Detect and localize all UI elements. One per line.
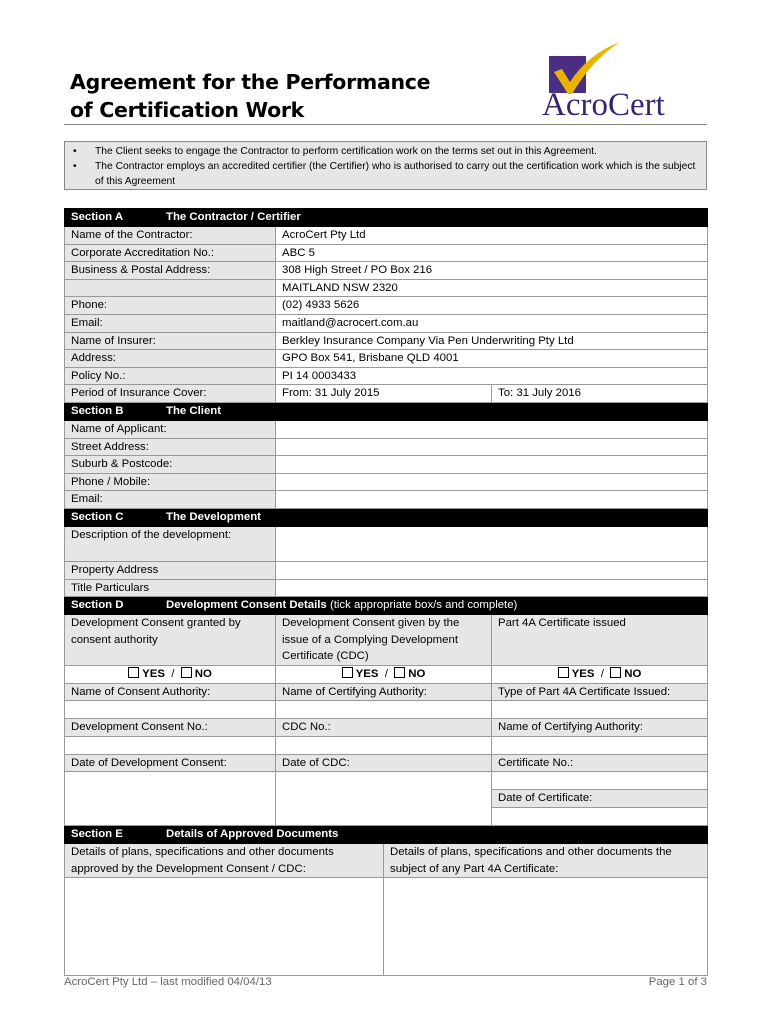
consent-date-field[interactable] — [65, 772, 276, 826]
part4a-authority-field[interactable] — [492, 736, 708, 754]
no-label: NO — [194, 668, 212, 681]
footer-page-number: Page 1 of 3 — [648, 976, 707, 988]
section-e-code: Section E — [71, 828, 123, 841]
part4a-yes-no — [492, 666, 708, 684]
client-email-field[interactable] — [276, 491, 708, 509]
section-b-code: Section B — [71, 404, 124, 417]
insurance-period-label: Period of Insurance Cover: — [65, 385, 276, 403]
d-row-2 — [65, 719, 708, 737]
part4a-head: Part 4A Certificate issued — [492, 615, 708, 666]
certifying-authority-field[interactable] — [276, 701, 492, 719]
consent-no-label: Development Consent No.: — [65, 719, 276, 737]
approved-docs-field[interactable] — [65, 878, 384, 976]
title-line-2: of Certification Work — [70, 98, 305, 122]
contractor-name-row — [65, 227, 708, 245]
section-a-title: The Contractor / Certifier — [166, 211, 301, 223]
section-c-header — [65, 508, 708, 526]
insurer-address-row — [65, 350, 708, 368]
address-row — [65, 262, 708, 280]
address-value: 308 High Street / PO Box 216 — [276, 262, 708, 280]
contractor-name-value: AcroCert Pty Ltd — [276, 227, 708, 245]
documents-head-row — [65, 844, 708, 878]
insurer-address-label: Address: — [65, 350, 276, 368]
part4a-docs-label: Details of plans, specifications and other documents the subject of any Part 4A Certificate: — [384, 844, 708, 878]
yes-label: YES — [142, 668, 165, 681]
cdc-date-field[interactable] — [276, 772, 492, 826]
bullet-icon: • — [73, 146, 77, 157]
insurer-label: Name of Insurer: — [65, 332, 276, 350]
address-row-2 — [65, 279, 708, 297]
client-email-label: Email: — [65, 491, 276, 509]
approved-docs-label: Details of plans, specifications and other documents approved by the Development Consent / CDC: — [65, 844, 384, 878]
part4a-type-label: Type of Part 4A Certificate Issued: — [492, 683, 708, 701]
title-particulars-row — [65, 579, 708, 597]
applicant-field[interactable] — [276, 420, 708, 438]
bullet-icon: • — [73, 161, 77, 172]
intro-text-2: The Contractor employs an accredited certifier (the Certifier) who is authorised to carry out the certification work which is the subject of this Agreement — [95, 161, 696, 187]
suburb-label: Suburb & Postcode: — [65, 456, 276, 474]
client-phone-row — [65, 473, 708, 491]
slash: / — [600, 668, 604, 681]
yes-label: YES — [355, 668, 379, 681]
street-label: Street Address: — [65, 438, 276, 456]
title-particulars-label: Title Particulars — [65, 579, 276, 597]
certificate-no-field[interactable] — [492, 772, 708, 790]
title-particulars-field[interactable] — [276, 579, 708, 597]
d-row-1-fields — [65, 701, 708, 719]
consent-authority-head: Development Consent granted by consent authority — [65, 615, 276, 666]
client-phone-label: Phone / Mobile: — [65, 473, 276, 491]
description-row — [65, 526, 708, 561]
insurer-row — [65, 332, 708, 350]
cdc-date-label: Date of CDC: — [276, 754, 492, 772]
suburb-field[interactable] — [276, 456, 708, 474]
accreditation-label: Corporate Accreditation No.: — [65, 244, 276, 262]
slash: / — [384, 668, 388, 681]
part4a-no-checkbox[interactable] — [610, 667, 621, 678]
slash: / — [171, 668, 175, 681]
applicant-label: Name of Applicant: — [65, 420, 276, 438]
accreditation-row — [65, 244, 708, 262]
insurance-from: From: 31 July 2015 — [276, 385, 492, 403]
cdc-yes-no — [276, 666, 492, 684]
section-d-header — [65, 597, 708, 615]
client-email-row — [65, 491, 708, 509]
part4a-yes-checkbox[interactable] — [558, 667, 569, 678]
cdc-no-checkbox[interactable] — [394, 667, 405, 678]
description-field[interactable] — [276, 526, 708, 561]
phone-value: (02) 4933 5626 — [276, 297, 708, 315]
section-b-title: The Client — [166, 404, 222, 417]
address-value-2: MAITLAND NSW 2320 — [276, 279, 708, 297]
part4a-docs-field[interactable] — [384, 878, 708, 976]
street-field[interactable] — [276, 438, 708, 456]
insurer-value: Berkley Insurance Company Via Pen Underwriting Pty Ltd — [276, 332, 708, 350]
documents-field-row — [65, 878, 708, 976]
suburb-row — [65, 456, 708, 474]
d-row-2-fields — [65, 736, 708, 754]
cdc-yes-checkbox[interactable] — [342, 667, 353, 678]
d-row-1 — [65, 683, 708, 701]
part4a-authority-label: Name of Certifying Authority: — [492, 719, 708, 737]
certificate-no-label: Certificate No.: — [492, 754, 708, 772]
no-label: NO — [408, 668, 426, 681]
email-value: maitland@acrocert.com.au — [276, 314, 708, 332]
section-a-code: Section A — [71, 211, 124, 223]
certificate-date-label: Date of Certificate: — [492, 790, 708, 808]
document-title — [70, 68, 430, 124]
section-a-header — [65, 209, 708, 227]
cdc-no-field[interactable] — [276, 736, 492, 754]
property-row — [65, 561, 708, 579]
property-field[interactable] — [276, 561, 708, 579]
section-c-code: Section C — [71, 510, 124, 523]
d-row-3 — [65, 754, 708, 772]
address-label: Business & Postal Address: — [65, 262, 276, 280]
policy-value: PI 14 0003433 — [276, 367, 708, 385]
d-row-3-fields — [65, 772, 708, 790]
address-label-2 — [65, 279, 276, 297]
email-label: Email: — [65, 314, 276, 332]
certifying-authority-label: Name of Certifying Authority: — [276, 683, 492, 701]
consent-authority-field[interactable] — [65, 701, 276, 719]
phone-row — [65, 297, 708, 315]
agreement-form — [64, 208, 708, 976]
email-row — [65, 314, 708, 332]
section-e-header — [65, 826, 708, 844]
applicant-row — [65, 420, 708, 438]
section-c-title: The Development — [166, 510, 261, 523]
yes-no-row — [65, 666, 708, 684]
section-d-code: Section D — [71, 599, 124, 612]
section-d-title: Development Consent Details — [166, 599, 327, 612]
cdc-head: Development Consent given by the issue of a Complying Development Certificate (CDC) — [276, 615, 492, 666]
part4a-type-field[interactable] — [492, 701, 708, 719]
cdc-no-label: CDC No.: — [276, 719, 492, 737]
section-e-title: Details of Approved Documents — [166, 828, 339, 841]
consent-no-field[interactable] — [65, 736, 276, 754]
acrocert-logo — [540, 42, 705, 120]
contractor-name-label: Name of the Contractor: — [65, 227, 276, 245]
section-d-note: (tick appropriate box/s and complete) — [326, 599, 518, 612]
title-divider — [64, 124, 707, 125]
policy-row — [65, 367, 708, 385]
no-label: NO — [624, 668, 642, 681]
logo-wordmark: AcroCert — [542, 87, 665, 120]
phone-label: Phone: — [65, 297, 276, 315]
intro-box — [64, 141, 707, 190]
policy-label: Policy No.: — [65, 367, 276, 385]
insurance-period-row — [65, 385, 708, 403]
client-phone-field[interactable] — [276, 473, 708, 491]
description-label: Description of the development: — [65, 526, 276, 561]
insurance-to: To: 31 July 2016 — [492, 385, 708, 403]
footer-company: AcroCert Pty Ltd – last modified 04/04/13 — [64, 976, 272, 988]
property-label: Property Address — [65, 561, 276, 579]
consent-no-checkbox[interactable] — [181, 667, 192, 678]
certificate-date-field[interactable] — [492, 808, 708, 826]
section-b-header — [65, 402, 708, 420]
intro-text-1: The Client seeks to engage the Contractor to perform certification work on the terms set out in this Agreement. — [95, 146, 597, 157]
intro-bullet-item — [73, 144, 698, 159]
consent-type-row — [65, 615, 708, 666]
consent-yes-no — [65, 666, 276, 684]
consent-date-label: Date of Development Consent: — [65, 754, 276, 772]
title-line-1: Agreement for the Performance — [70, 70, 431, 94]
accreditation-value: ABC 5 — [276, 244, 708, 262]
yes-label: YES — [571, 668, 595, 681]
consent-authority-label: Name of Consent Authority: — [65, 683, 276, 701]
intro-bullet-item — [73, 159, 698, 189]
insurer-address-value: GPO Box 541, Brisbane QLD 4001 — [276, 350, 708, 368]
street-row — [65, 438, 708, 456]
consent-yes-checkbox[interactable] — [128, 667, 139, 678]
